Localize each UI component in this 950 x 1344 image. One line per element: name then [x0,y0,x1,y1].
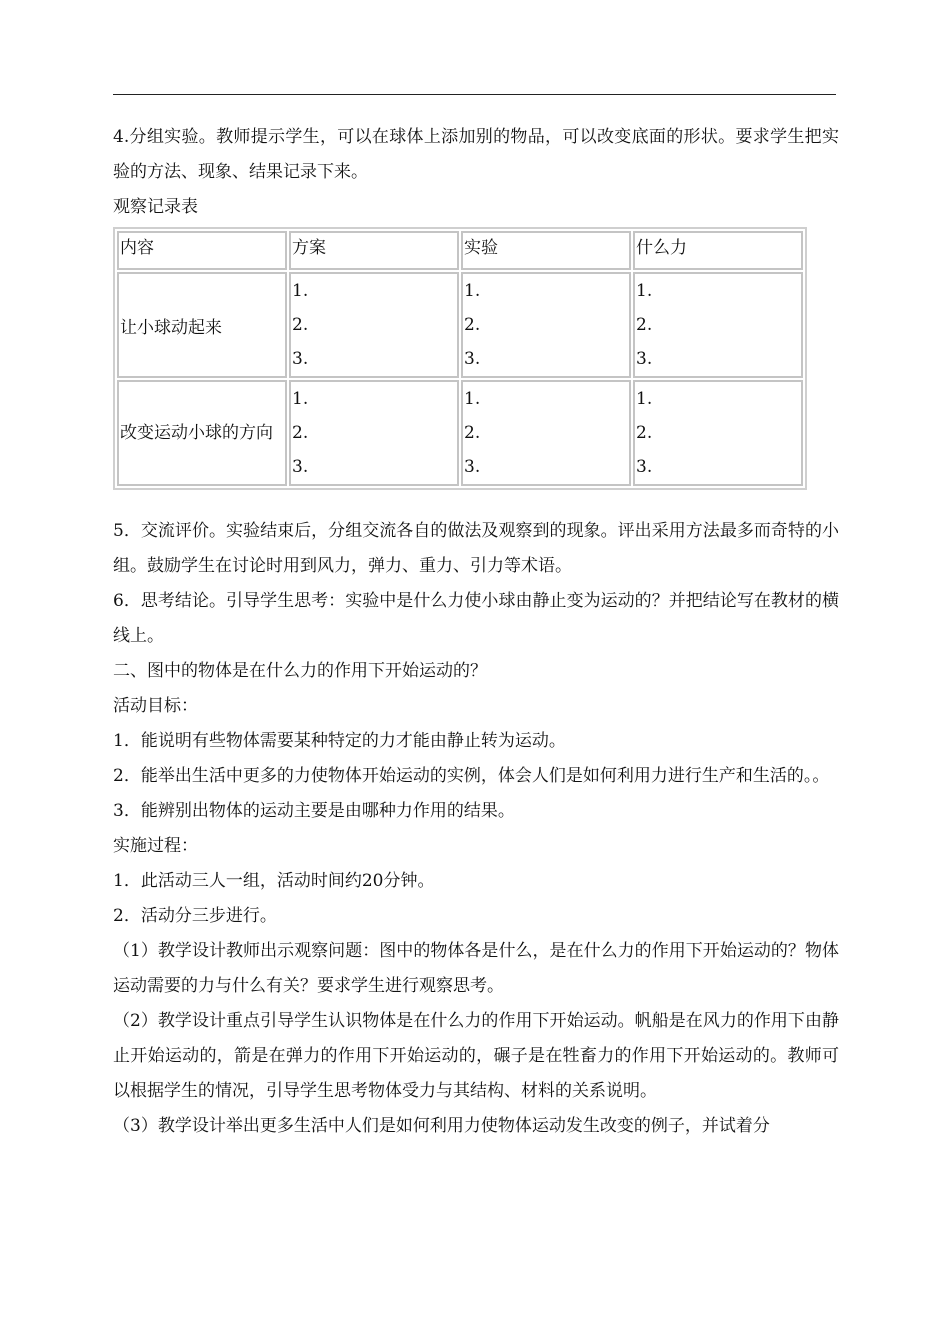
row-label: 改变运动小球的方向 [117,380,287,486]
subheading: 活动目标： [113,696,198,716]
subheading: 实施过程： [113,836,198,856]
paragraph: 1．能说明有些物体需要某种特定的力才能由静止转为运动。 [113,731,566,751]
paragraph: 2．能举出生活中更多的力使物体开始运动的实例，体会人们是如何利用力进行生产和生活的。。 [113,766,830,786]
table-row [117,272,803,378]
table-header-cell: 内容 [117,231,287,270]
header-rule [113,94,836,95]
table-cell [633,272,803,378]
cell-line: 1. [464,389,481,409]
paragraph: 6．思考结论。引导学生思考：实验中是什么力使小球由静止变为运动的？并把结论写在教材的横线上。 [113,591,839,646]
paragraph: （2）教学设计重点引导学生认识物体是在什么力的作用下开始运动。帆船是在风力的作用下由静止开始运动的，箭是在弹力的作用下开始运动的，碾子是在牲畜力的作用下开始运动的。教师可以根据学生的情况，引导学生思考物体受力与其结构、材料的关系说明。 [113,1011,839,1101]
cell-line: 3. [636,349,653,369]
cell-line: 2. [464,315,481,335]
cell-line: 3. [464,457,481,477]
table-cell [289,380,459,486]
cell-line: 2. [636,315,653,335]
cell-line: 2. [292,423,309,443]
cell-line: 3. [464,349,481,369]
cell-line: 1. [292,389,309,409]
paragraph: 3．能辨别出物体的运动主要是由哪种力作用的结果。 [113,801,515,821]
table-cell [633,380,803,486]
cell-line: 3. [636,457,653,477]
cell-line: 2. [464,423,481,443]
table-cell [461,380,631,486]
paragraph: 4.分组实验。教师提示学生，可以在球体上添加别的物品，可以改变底面的形状。要求学生把实验的方法、现象、结果记录下来。 [113,127,839,182]
table-header-row [117,231,803,270]
section-heading: 二、图中的物体是在什么力的作用下开始运动的？ [113,661,487,681]
cell-line: 2. [292,315,309,335]
cell-line: 1. [636,281,653,301]
table-caption: 观察记录表 [113,197,198,217]
table-header-cell: 方案 [289,231,459,270]
paragraph: （1）教学设计教师出示观察问题：图中的物体各是什么，是在什么力的作用下开始运动的？物体运动需要的力与什么有关？要求学生进行观察思考。 [113,941,839,996]
document-body [113,120,839,1144]
paragraph: 5．交流评价。实验结束后，分组交流各自的做法及观察到的现象。评出采用方法最多而奇特的小组。鼓励学生在讨论时用到风力，弹力、重力、引力等术语。 [113,521,839,576]
cell-line: 2. [636,423,653,443]
observation-table [113,227,807,490]
paragraph: （3）教学设计举出更多生活中人们是如何利用力使物体运动发生改变的例子，并试着分 [113,1116,770,1136]
paragraph: 2．活动分三步进行。 [113,906,277,926]
cell-line: 1. [464,281,481,301]
table-cell [461,272,631,378]
cell-line: 3. [292,349,309,369]
cell-line: 3. [292,457,309,477]
table-header-cell: 什么力 [633,231,803,270]
table-row [117,380,803,486]
cell-line: 1. [636,389,653,409]
table-header-cell: 实验 [461,231,631,270]
cell-line: 1. [292,281,309,301]
row-label: 让小球动起来 [117,272,287,378]
table-cell [289,272,459,378]
paragraph: 1．此活动三人一组，活动时间约20分钟。 [113,871,435,891]
